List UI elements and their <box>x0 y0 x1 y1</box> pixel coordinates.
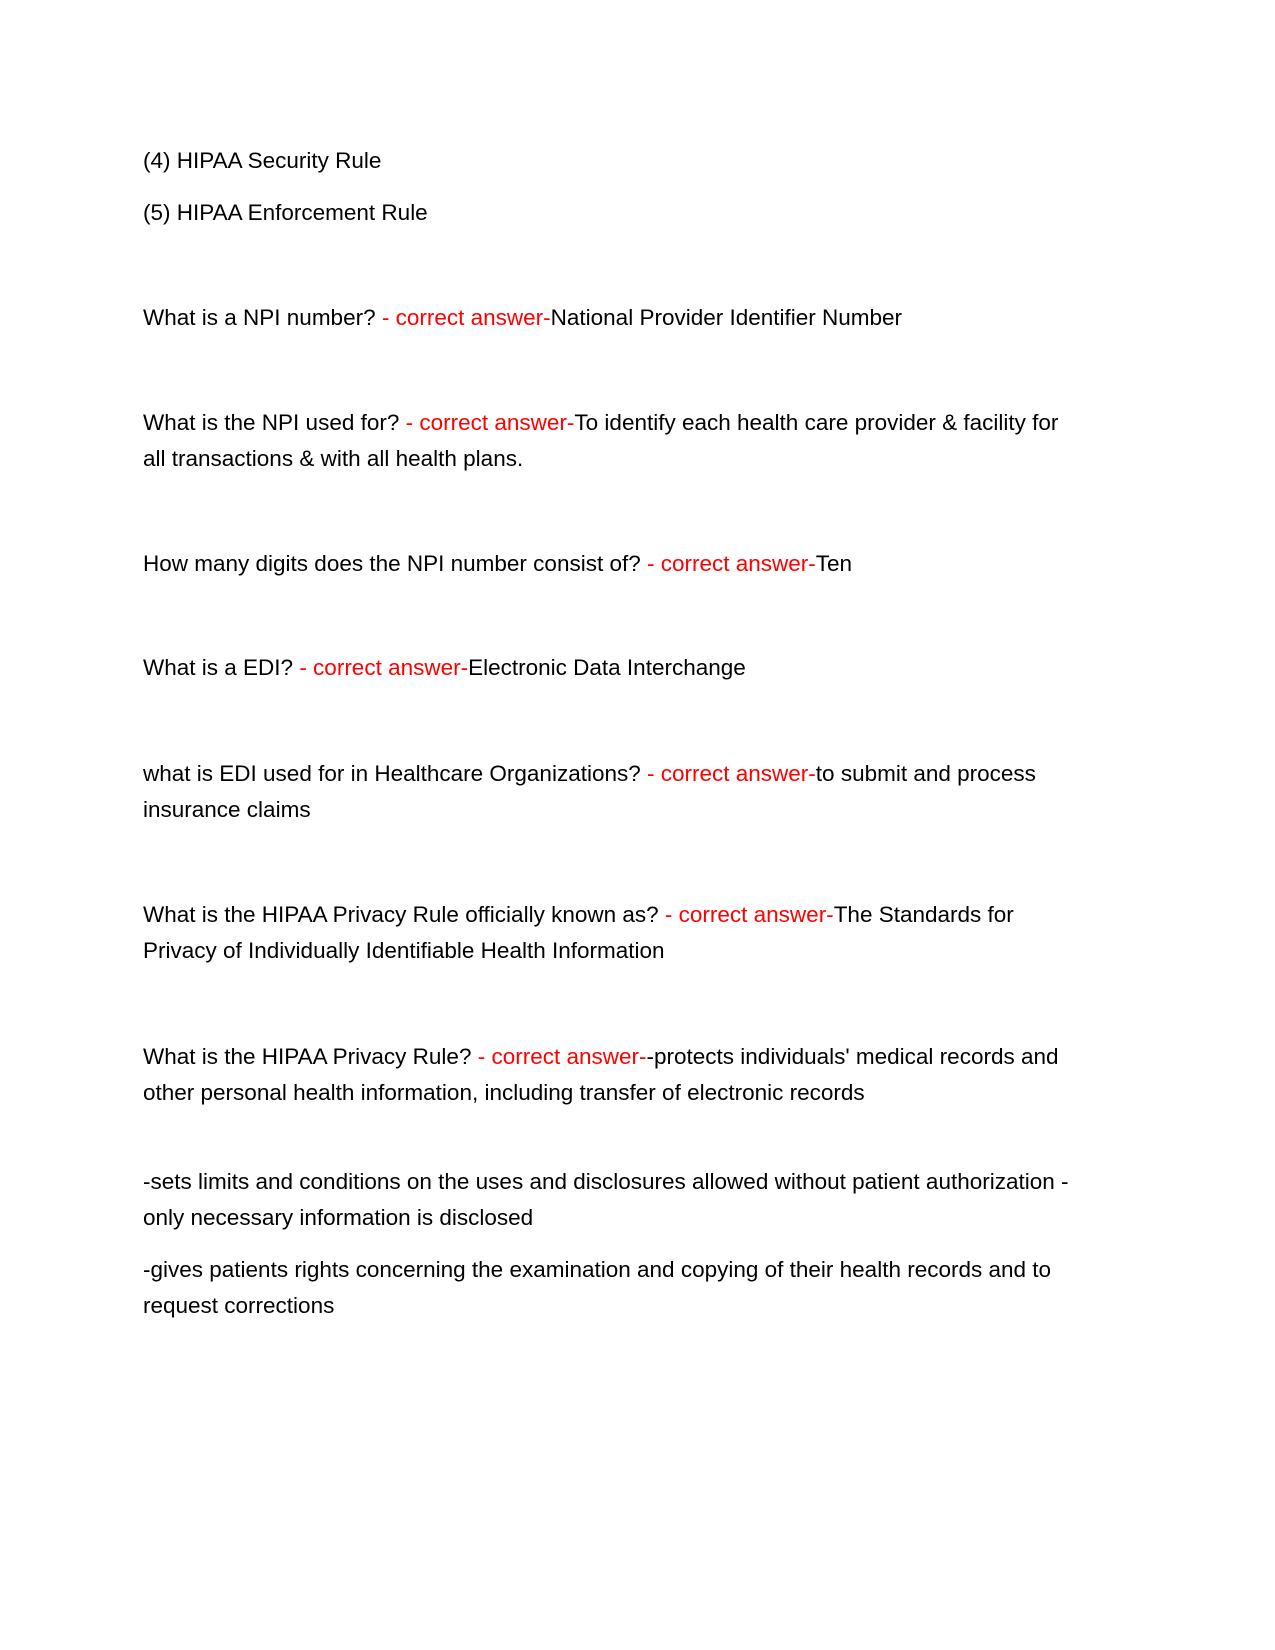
qa-item <box>143 650 1083 686</box>
list-item: (5) HIPAA Enforcement Rule <box>143 200 428 225</box>
answer-continuation: -gives patients rights concerning the examination and copying of their health records and to request corrections <box>143 1257 1052 1318</box>
answer-continuation: -sets limits and conditions on the uses and disclosures allowed without patient authorization - only necessary information is disclosed <box>143 1169 1069 1230</box>
answer: The Standards for Privacy of Individually Identifiable Health Information <box>143 902 1014 963</box>
answer-separator: - correct answer- <box>375 305 551 330</box>
question: How many digits does the NPI number consist of? <box>143 551 641 576</box>
answer-separator: - correct answer- <box>640 761 816 786</box>
answer: Ten <box>815 551 853 576</box>
question: What is the NPI used for? <box>143 410 400 435</box>
answer-separator: - correct answer- <box>658 902 834 927</box>
answer-separator: - correct answer- <box>399 410 575 435</box>
qa-item <box>143 300 1083 336</box>
answer-separator: - correct answer- <box>640 551 816 576</box>
question: What is the HIPAA Privacy Rule? <box>143 1044 472 1069</box>
qa-item <box>143 756 1083 828</box>
answer: To identify each health care provider & facility for all transactions & with all health plans. <box>143 410 1059 471</box>
answer-separator: - correct answer- <box>293 655 469 680</box>
question: What is a NPI number? <box>143 305 376 330</box>
qa-item <box>143 897 1083 969</box>
answer: to submit and process insurance claims <box>143 761 1036 822</box>
question: What is the HIPAA Privacy Rule officially known as? <box>143 902 659 927</box>
qa-item <box>143 405 1083 477</box>
question: What is a EDI? <box>143 655 294 680</box>
answer: Electronic Data Interchange <box>468 655 746 680</box>
list-item: (4) HIPAA Security Rule <box>143 148 382 173</box>
question: what is EDI used for in Healthcare Organizations? <box>143 761 641 786</box>
answer-separator: - correct answer- <box>471 1044 647 1069</box>
answer: -protects individuals' medical records and other personal health information, including transfer of electronic records <box>143 1044 1059 1105</box>
qa-item <box>143 1039 1083 1111</box>
qa-item <box>143 546 1083 582</box>
answer: National Provider Identifier Number <box>550 305 903 330</box>
